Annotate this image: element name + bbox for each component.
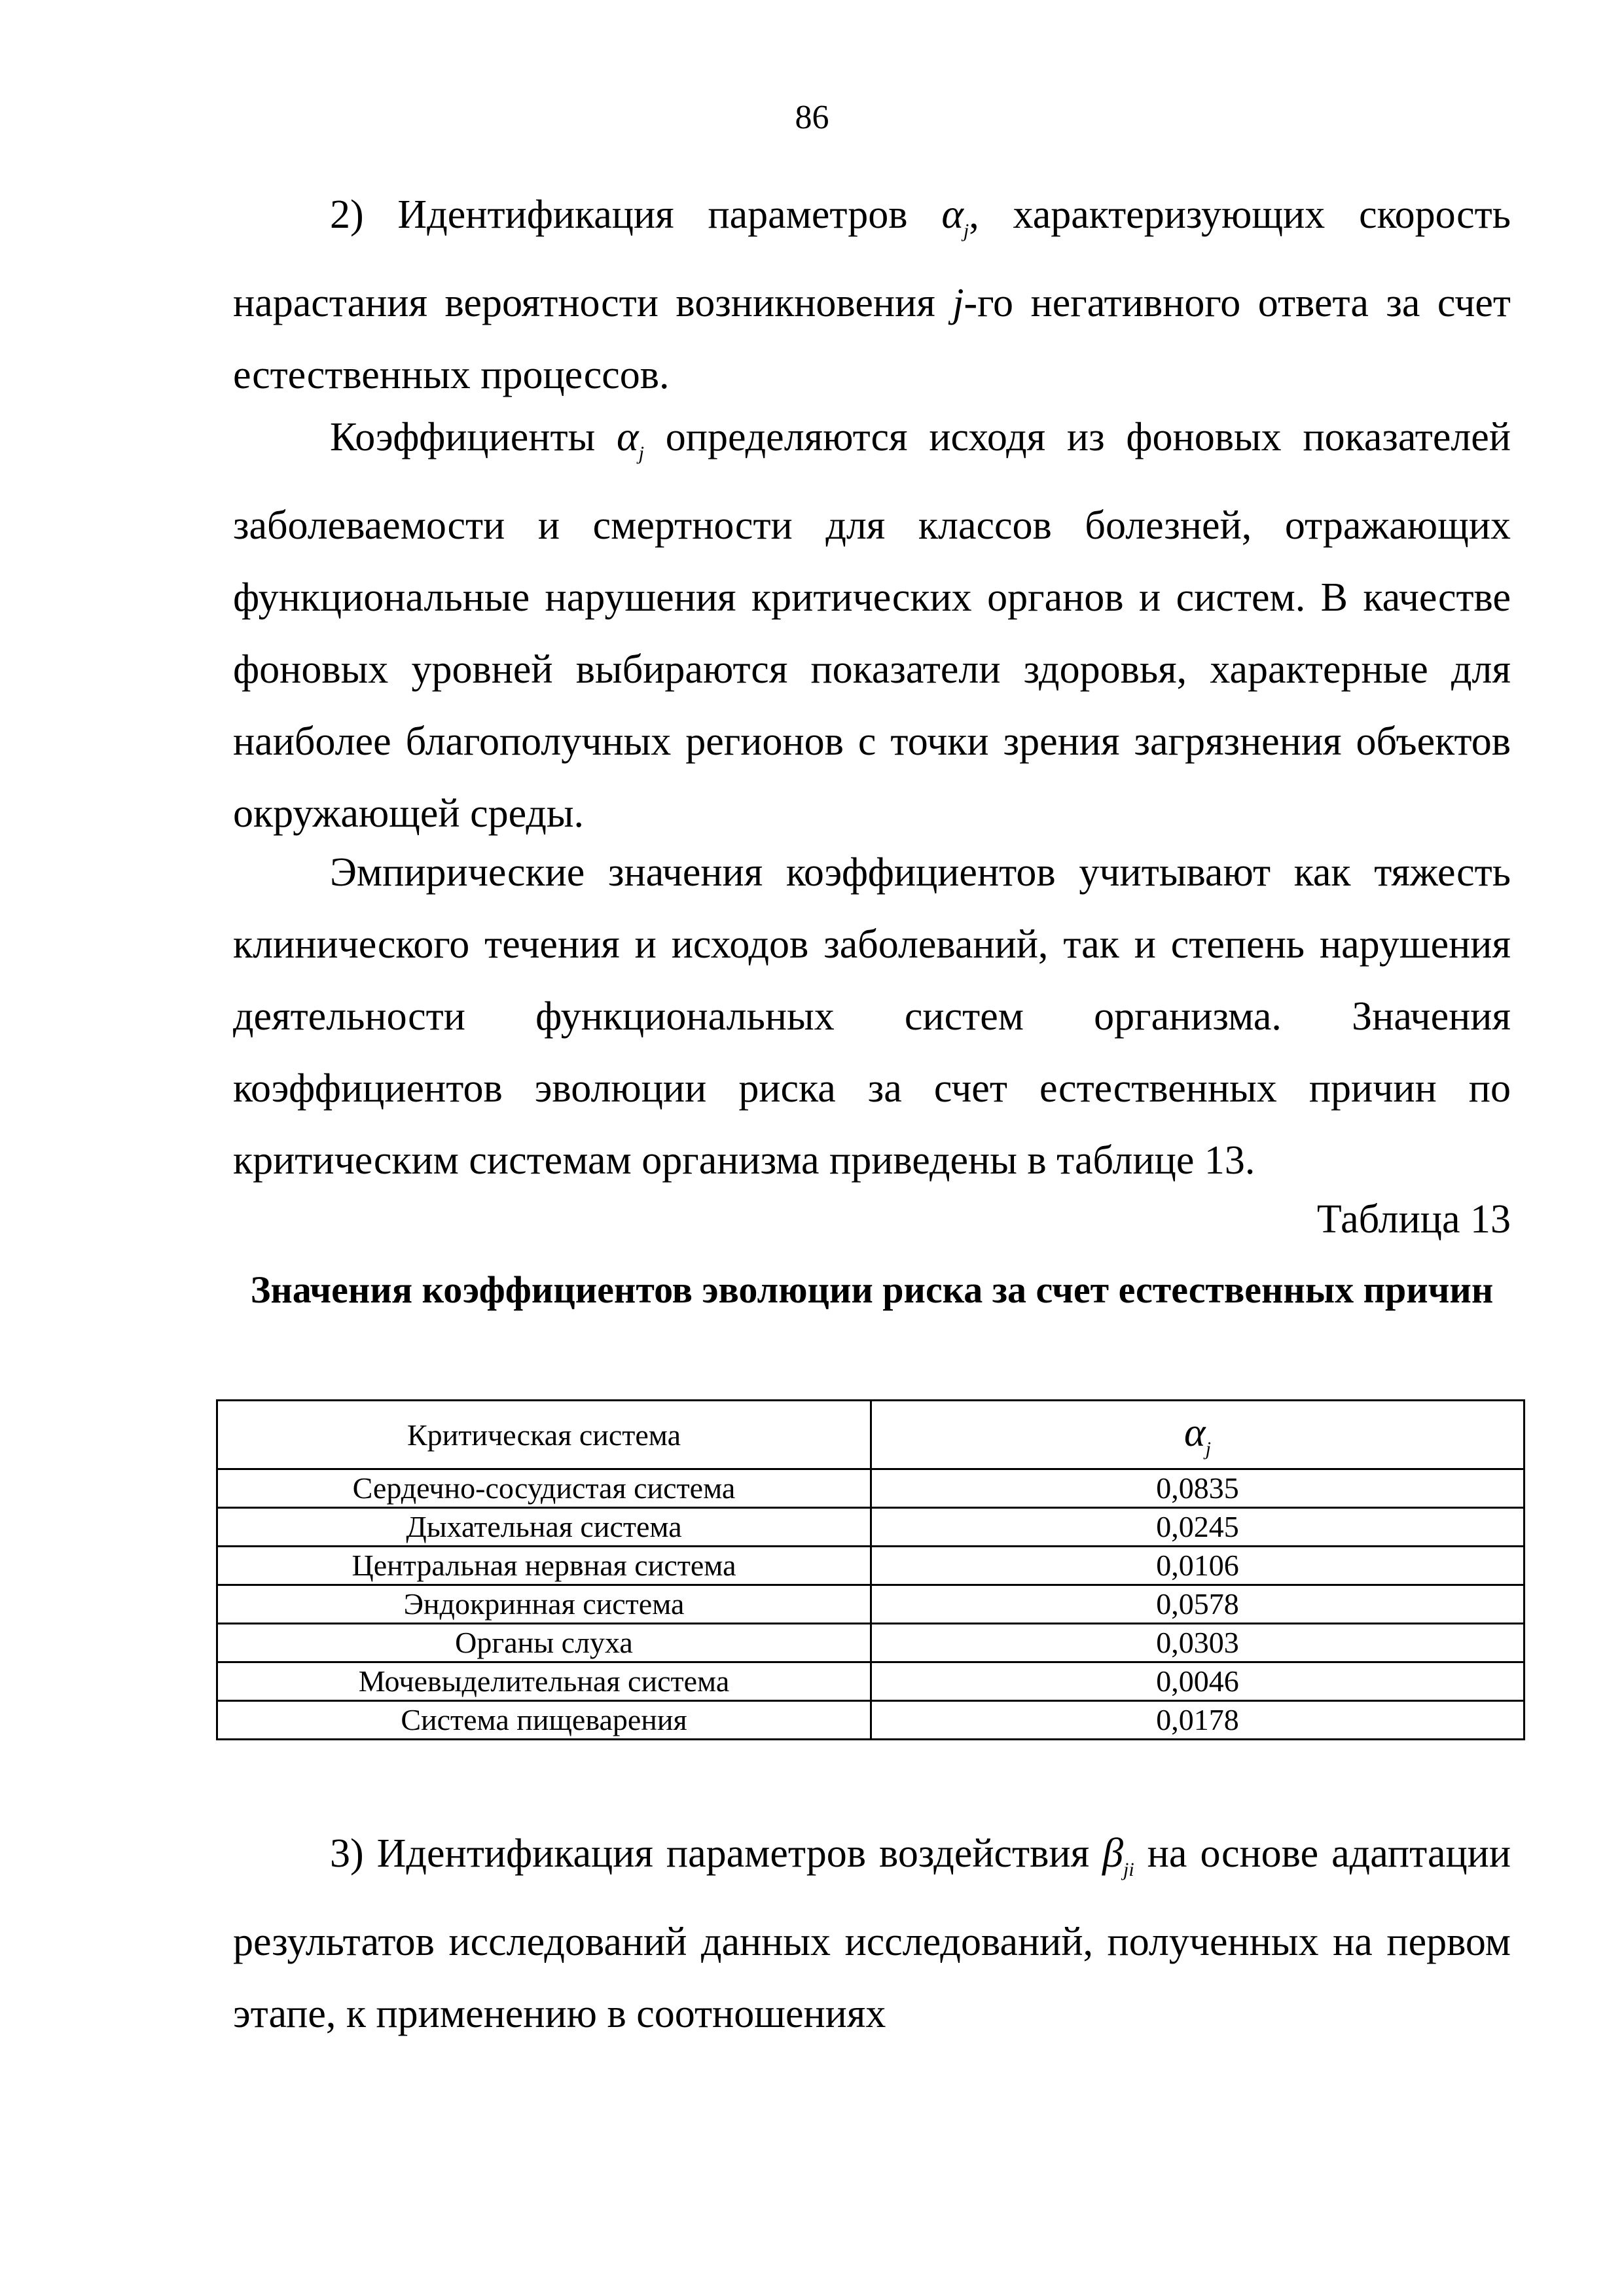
value-cell: 0,0178: [871, 1701, 1525, 1740]
value-cell: 0,0245: [871, 1508, 1525, 1547]
table-row: [217, 1624, 1525, 1662]
paragraph-text: 3) Идентификация параметров воздействия: [330, 1831, 1103, 1876]
alpha-subscript: j: [1205, 1437, 1211, 1460]
table-row: [217, 1547, 1525, 1585]
value-cell: 0,0303: [871, 1624, 1525, 1662]
system-cell: Мочевыделительная система: [217, 1662, 871, 1701]
table-header-row: [217, 1401, 1525, 1469]
alpha-symbol: α: [617, 413, 639, 459]
header-alpha: [871, 1401, 1525, 1469]
paragraph-text: , характеризующих скорость нарастания вероятности возникновения: [233, 192, 1511, 325]
alpha-symbol: α: [941, 190, 964, 237]
table-row: [217, 1508, 1525, 1547]
beta-symbol: β: [1102, 1829, 1124, 1876]
system-cell: Система пищеварения: [217, 1701, 871, 1740]
table-row: [217, 1585, 1525, 1624]
j-variable: j: [952, 281, 964, 325]
table-title: Значения коэффициентов эволюции риска за счет естественных причин: [250, 1268, 1494, 1311]
system-cell: Дыхательная система: [217, 1508, 871, 1547]
paragraph-text: Эмпирические значения коэффициентов учитывают как тяжесть клинического течения и исходов заболеваний, так и степень нарушения деятельности функциональных систем организма. Значения коэффициентов эволюции риска за счет естественных причин по критическим системам организма приведены в таблице 13.: [233, 850, 1511, 1183]
paragraph-text: -го негативного ответа за счет естественных процессов.: [233, 281, 1511, 397]
paragraph-coefficients: [233, 401, 1511, 850]
paragraph-text: Коэффициенты: [330, 415, 617, 459]
paragraph-text: 2) Идентификация параметров: [330, 192, 942, 237]
paragraph-text: на основе адаптации результатов исследований данных исследований, полученных на первом этапе, к применению в соотношениях: [233, 1831, 1511, 2036]
alpha-symbol: α: [1184, 1410, 1206, 1455]
paragraph-beta-identification: [233, 1817, 1511, 2050]
paragraph-empirical-values: [233, 836, 1511, 1196]
value-cell: 0,0578: [871, 1585, 1525, 1624]
table-row: [217, 1662, 1525, 1701]
table-label: Таблица 13: [1316, 1197, 1511, 1242]
header-critical-system: Критическая система: [217, 1401, 871, 1469]
value-cell: 0,0106: [871, 1547, 1525, 1585]
paragraph-alpha-identification: [233, 178, 1511, 411]
alpha-subscript: j: [963, 220, 969, 242]
value-cell: 0,0835: [871, 1469, 1525, 1508]
alpha-subscript: j: [638, 442, 644, 464]
system-cell: Центральная нервная система: [217, 1547, 871, 1585]
system-cell: Органы слуха: [217, 1624, 871, 1662]
beta-subscript: ji: [1123, 1859, 1134, 1880]
coefficients-table: [216, 1399, 1525, 1740]
paragraph-text: определяются исходя из фоновых показателей заболеваемости и смертности для классов болезней, отражающих функциональные нарушения критических органов и систем. В качестве фоновых уровней выбираются показатели здоровья, характерные для наиболее благополучных регионов с точки зрения загрязнения объектов окружающей среды.: [233, 415, 1511, 836]
table-row: [217, 1701, 1525, 1740]
value-cell: 0,0046: [871, 1662, 1525, 1701]
page-number: 86: [795, 99, 829, 136]
table-row: [217, 1469, 1525, 1508]
system-cell: Эндокринная система: [217, 1585, 871, 1624]
system-cell: Сердечно-сосудистая система: [217, 1469, 871, 1508]
